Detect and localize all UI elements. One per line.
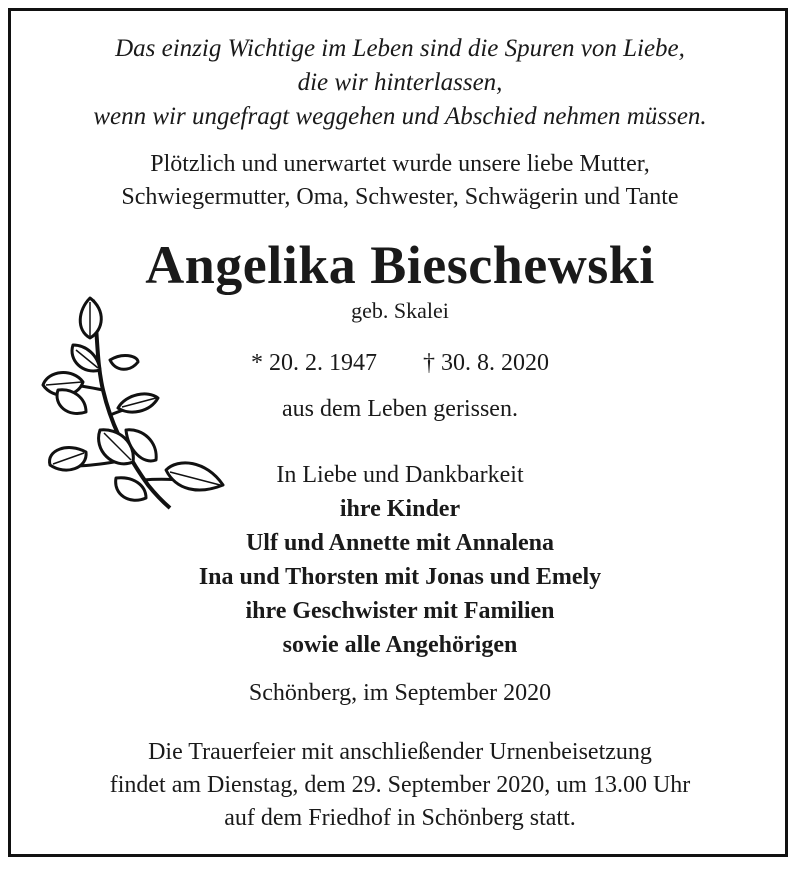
intro-line: Schwiegermutter, Oma, Schwester, Schwägerin und Tante: [121, 184, 679, 210]
quote-line: wenn wir ungefragt weggehen und Abschied nehmen müssen.: [93, 103, 707, 130]
mourner-line: Ina und Thorsten mit Jonas und Emely: [198, 564, 602, 590]
mourner-line: Ulf und Annette mit Annalena: [245, 530, 555, 556]
quote-line: Das einzig Wichtige im Leben sind die Spuren von Liebe,: [115, 35, 685, 62]
mourner-line: ihre Geschwister mit Familien: [245, 598, 555, 624]
mourners-intro: In Liebe und Dankbarkeit: [276, 462, 524, 488]
opening-quote: [0, 32, 800, 134]
death-date: † 30. 8. 2020: [423, 350, 549, 376]
death-phrase: aus dem Leben gerissen.: [282, 396, 518, 422]
deceased-name: Angelika Bieschewski: [145, 235, 655, 295]
mourner-line: ihre Kinder: [339, 496, 461, 522]
place-date: Schönberg, im September 2020: [248, 680, 552, 706]
mourner-line: sowie alle Angehörigen: [282, 632, 518, 658]
intro-line: Plötzlich und unerwartet wurde unsere liebe Mutter,: [150, 151, 650, 177]
leaf-branch-icon: [38, 290, 228, 515]
announcement-intro: [0, 148, 800, 214]
birth-date: * 20. 2. 1947: [251, 350, 377, 376]
funeral-line: auf dem Friedhof in Schönberg statt.: [224, 805, 576, 831]
birth-name: geb. Skalei: [351, 298, 449, 323]
quote-line: die wir hinterlassen,: [297, 69, 503, 96]
funeral-info: [0, 736, 800, 835]
funeral-line: Die Trauerfeier mit anschließender Urnenbeisetzung: [148, 739, 652, 765]
funeral-line: findet am Dienstag, dem 29. September 2020, um 13.00 Uhr: [109, 772, 691, 798]
